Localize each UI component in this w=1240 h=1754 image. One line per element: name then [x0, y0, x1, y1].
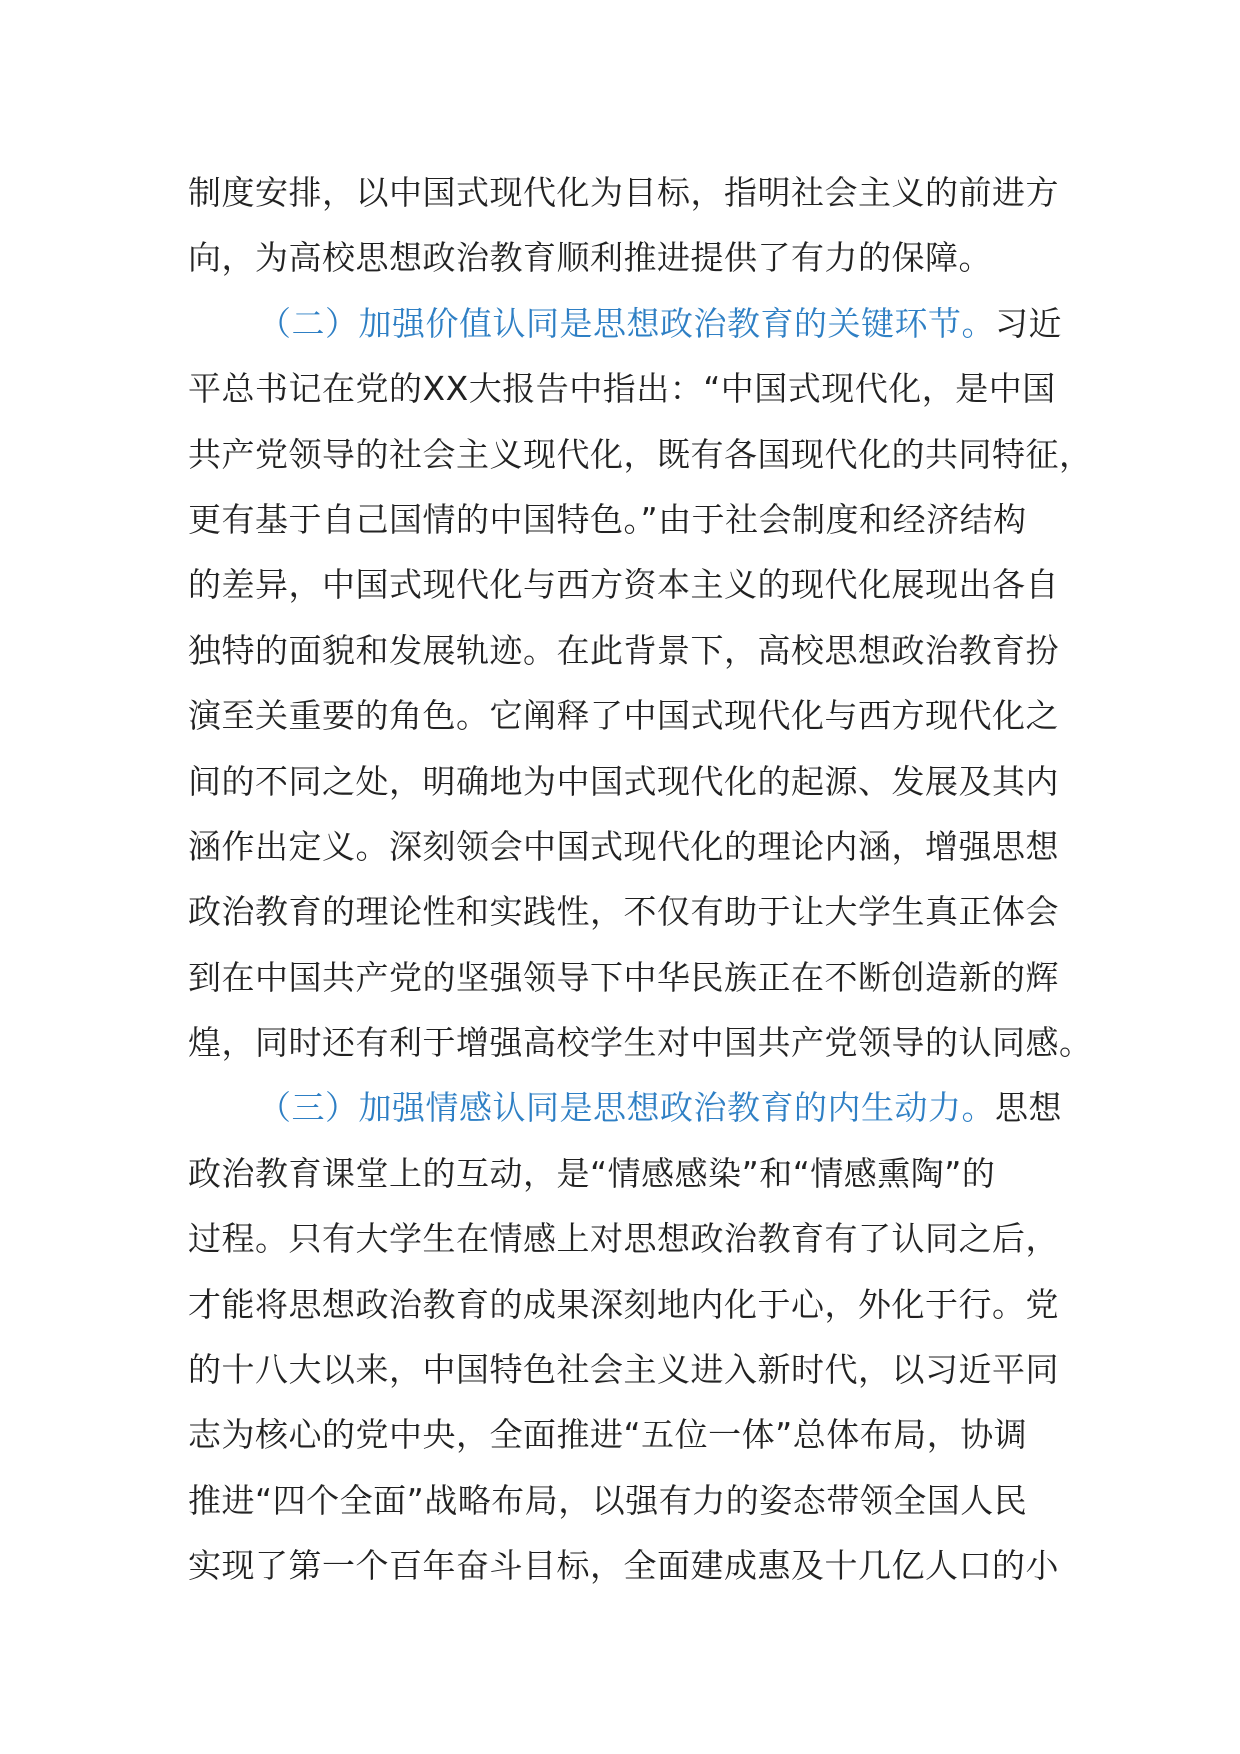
text-line: 推进“四个全面”战略布局，以强有力的姿态带领全国人民 — [188, 1480, 1028, 1520]
text-line: 过程。只有大学生在情感上对思想政治教育有了认同之后， — [188, 1219, 1059, 1259]
text-line: 实现了第一个百年奋斗目标，全面建成惠及十几亿人口的小 — [188, 1546, 1059, 1586]
text-line: 独特的面貌和发展轨迹。在此背景下，高校思想政治教育扮 — [188, 630, 1059, 670]
text-line: 政治教育的理论性和实践性，不仅有助于让大学生真正体会 — [188, 892, 1059, 932]
text-line: 制度安排，以中国式现代化为目标，指明社会主义的前进方 — [188, 173, 1059, 212]
text-line: 到在中国共产党的坚强领导下中华民族正在不断创造新的辉 — [188, 957, 1059, 997]
section-heading-3: （三）加强情感认同是思想政治教育的内生动力。 — [258, 1088, 995, 1128]
paragraph-emotional-identity — [188, 1075, 1068, 1598]
text-line: 的十八大以来，中国特色社会主义进入新时代，以习近平同 — [188, 1350, 1059, 1390]
text-line: 的差异，中国式现代化与西方资本主义的现代化展现出各自 — [188, 565, 1059, 605]
section-heading-2: （二）加强价值认同是思想政治教育的关键环节。 — [258, 303, 995, 343]
text-line: 演至关重要的角色。它阐释了中国式现代化与西方现代化之 — [188, 696, 1059, 736]
text-run: 思想 — [995, 1088, 1062, 1128]
text-line: 向，为高校思想政治教育顺利推进提供了有力的保障。 — [188, 238, 992, 278]
text-run: 习近 — [995, 303, 1062, 343]
text-line: 更有基于自己国情的中国特色。”由于社会制度和经济结构 — [188, 499, 1027, 539]
text-line: 志为核心的党中央，全面推进“五位一体”总体布局，协调 — [188, 1415, 1028, 1455]
document-page — [188, 160, 1093, 1599]
paragraph-first-line — [188, 1075, 1068, 1140]
text-line: 政治教育课堂上的互动，是“情感感染”和“情感熏陶”的 — [188, 1153, 996, 1193]
text-line: 平总书记在党的XX大报告中指出：“中国式现代化，是中国 — [188, 369, 1056, 409]
text-line: 间的不同之处，明确地为中国式现代化的起源、发展及其内 — [188, 761, 1059, 801]
paragraph-continuation — [188, 160, 1068, 291]
text-line: 涵作出定义。深刻领会中国式现代化的理论内涵，增强思想 — [188, 826, 1059, 866]
text-line: 煌，同时还有利于增强高校学生对中国共产党领导的认同感。 — [188, 1023, 1093, 1063]
paragraph-first-line — [188, 291, 1068, 356]
text-line: 共产党领导的社会主义现代化，既有各国现代化的共同特征， — [188, 434, 1093, 474]
text-line: 才能将思想政治教育的成果深刻地内化于心，外化于行。党 — [188, 1284, 1059, 1324]
paragraph-value-identity — [188, 291, 1093, 1076]
